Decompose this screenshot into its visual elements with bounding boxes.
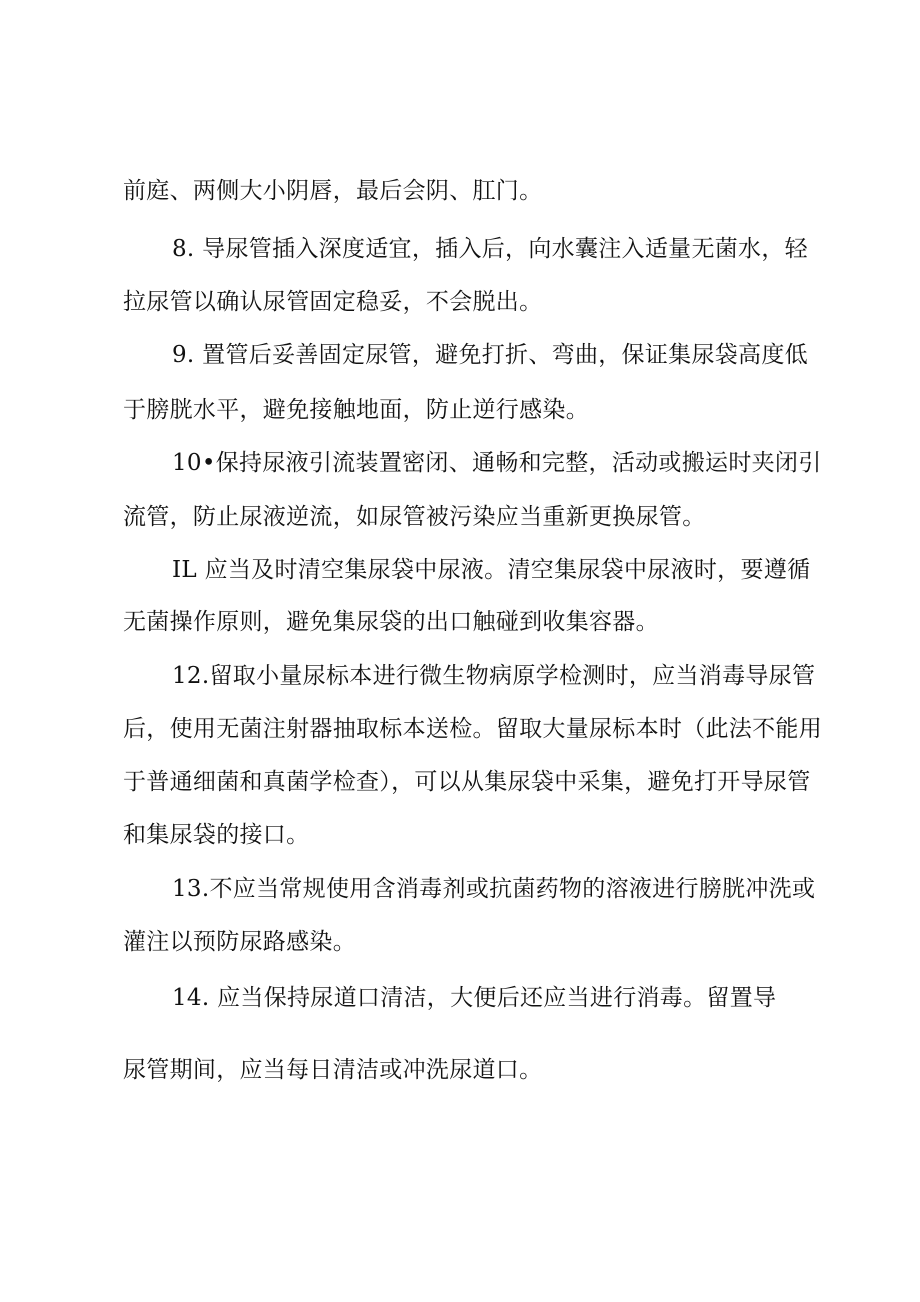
text-line: 前庭、两侧大小阴唇，最后会阴、肛门。 bbox=[123, 178, 543, 204]
text-line: 13.不应当常规使用含消毒剂或抗菌药物的溶液进行膀胱冲洗或 bbox=[172, 876, 816, 902]
text-line: 拉尿管以确认尿管固定稳妥，不会脱出。 bbox=[123, 289, 543, 315]
text-line: 14. 应当保持尿道口清洁，大便后还应当进行消毒。留置导 bbox=[172, 985, 777, 1011]
text-line: 于普通细菌和真菌学检查），可以从集尿袋中采集，避免打开导尿管 bbox=[123, 769, 811, 795]
text-line: IL 应当及时清空集尿袋中尿液。清空集尿袋中尿液时，要遵循 bbox=[172, 557, 811, 583]
text-line: 于膀胱水平，避免接触地面，防止逆行感染。 bbox=[123, 397, 589, 423]
text-line: 12.留取小量尿标本进行微生物病原学检测时，应当消毒导尿管 bbox=[172, 663, 816, 689]
text-line: 9. 置管后妥善固定尿管，避免打折、弯曲，保证集尿袋高度低 bbox=[172, 342, 808, 368]
text-line: 灌注以预防尿路感染。 bbox=[123, 929, 356, 955]
text-line: 流管，防止尿液逆流，如尿管被污染应当重新更换尿管。 bbox=[123, 504, 706, 530]
text-line: 10•保持尿液引流装置密闭、通畅和完整，活动或搬运时夹闭引 bbox=[172, 450, 822, 476]
text-line: 尿管期间，应当每日清洁或冲洗尿道口。 bbox=[123, 1057, 543, 1083]
text-line: 和集尿袋的接口。 bbox=[123, 822, 310, 848]
text-line: 8. 导尿管插入深度适宜，插入后，向水囊注入适量无菌水，轻 bbox=[172, 236, 808, 262]
text-line: 后，使用无菌注射器抽取标本送检。留取大量尿标本时（此法不能用 bbox=[123, 716, 822, 742]
text-line: 无菌操作原则，避免集尿袋的出口触碰到收集容器。 bbox=[123, 609, 659, 635]
